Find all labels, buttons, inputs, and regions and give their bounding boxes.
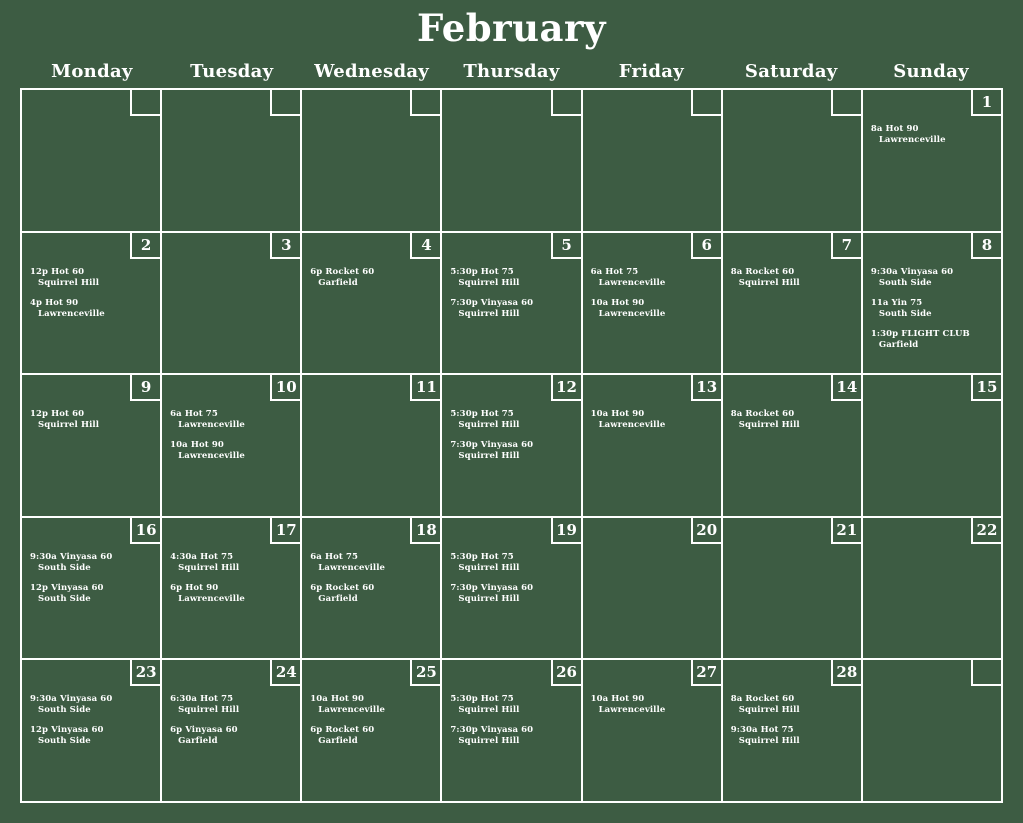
event-location: Squirrel Hill (458, 420, 520, 431)
event-location: Garfield (318, 277, 358, 288)
day-number (971, 660, 1001, 686)
calendar-day-cell[interactable] (22, 660, 162, 801)
event-time-title: 9:30a Vinyasa 60 (30, 694, 113, 705)
calendar-day-cell[interactable] (863, 90, 1001, 231)
event-location: Garfield (878, 339, 919, 350)
day-number (691, 90, 721, 116)
weekday-friday: Friday (618, 61, 685, 82)
calendar-event[interactable] (30, 725, 152, 747)
calendar-event[interactable] (591, 409, 713, 431)
calendar-empty-cell[interactable] (583, 90, 723, 231)
event-time-title: 10a Hot 90 (590, 409, 645, 420)
event-time-title: 6p Vinyasa 60 (170, 725, 238, 736)
event-location: Lawrenceville (178, 593, 245, 604)
event-time-title: 7:30p Vinyasa 60 (450, 582, 534, 593)
day-number: 3 (270, 233, 300, 259)
event-time-title: 12p Vinyasa 60 (30, 582, 104, 593)
calendar-event[interactable] (591, 694, 713, 716)
day-events (170, 694, 292, 747)
calendar-event[interactable] (450, 694, 572, 716)
day-number: 12 (551, 375, 581, 401)
event-time-title: 8a Rocket 60 (730, 694, 795, 705)
calendar-event[interactable] (30, 552, 152, 574)
day-events (170, 552, 292, 605)
day-number (270, 90, 300, 116)
calendar-event[interactable] (310, 694, 432, 716)
event-time-title: 8a Rocket 60 (730, 266, 795, 277)
calendar-event[interactable] (871, 124, 993, 146)
event-location: South Side (38, 593, 91, 604)
calendar-event[interactable] (170, 583, 292, 605)
day-number: 18 (410, 518, 440, 544)
calendar-week-row (22, 233, 1001, 376)
calendar-day-cell[interactable] (22, 375, 162, 516)
calendar-event[interactable] (871, 267, 993, 289)
event-time-title: 8a Rocket 60 (730, 409, 795, 420)
event-location: South Side (38, 562, 91, 573)
day-events (450, 267, 572, 320)
day-events (310, 694, 432, 747)
event-location: Lawrenceville (178, 420, 245, 431)
calendar-event[interactable] (30, 298, 152, 320)
day-number (831, 90, 861, 116)
day-events (591, 694, 713, 716)
calendar-grid (20, 88, 1003, 803)
day-events (30, 694, 152, 747)
day-events (30, 267, 152, 320)
calendar-day-cell[interactable] (22, 518, 162, 659)
event-time-title: 12p Hot 60 (30, 266, 85, 277)
calendar-day-cell[interactable] (302, 233, 442, 374)
day-events (450, 409, 572, 462)
calendar-day-cell[interactable] (22, 233, 162, 374)
calendar-empty-cell[interactable] (863, 660, 1001, 801)
day-events (310, 267, 432, 289)
calendar-event[interactable] (310, 725, 432, 747)
calendar-day-cell[interactable] (302, 518, 442, 659)
calendar-empty-cell[interactable] (22, 90, 162, 231)
calendar-event[interactable] (731, 725, 853, 747)
event-location: Lawrenceville (178, 451, 245, 462)
event-location: Squirrel Hill (458, 308, 520, 319)
event-location: Squirrel Hill (458, 562, 520, 573)
event-location: Lawrenceville (318, 705, 386, 716)
calendar-event[interactable] (170, 552, 292, 574)
day-number: 19 (551, 518, 581, 544)
day-number: 22 (971, 518, 1001, 544)
day-number (551, 90, 581, 116)
page-title: February (416, 6, 607, 50)
calendar-event[interactable] (170, 694, 292, 716)
day-number: 14 (831, 375, 861, 401)
event-time-title: 7:30p Vinyasa 60 (450, 725, 534, 736)
day-events (450, 552, 572, 605)
calendar-day-cell[interactable] (442, 375, 582, 516)
calendar-event[interactable] (170, 440, 292, 462)
calendar-event[interactable] (871, 329, 993, 351)
weekday-tuesday: Tuesday (190, 61, 274, 82)
event-time-title: 5:30p Hot 75 (450, 409, 514, 420)
event-location: South Side (38, 705, 91, 716)
day-events (731, 409, 853, 431)
event-time-title: 6a Hot 75 (170, 409, 218, 420)
calendar-day-cell[interactable] (162, 375, 302, 516)
day-number: 26 (551, 660, 581, 686)
calendar-event[interactable] (731, 267, 853, 289)
calendar-empty-cell[interactable] (723, 90, 863, 231)
calendar-empty-cell[interactable] (162, 90, 302, 231)
event-time-title: 10a Hot 90 (310, 694, 364, 705)
day-number: 8 (971, 233, 1001, 259)
calendar-event[interactable] (731, 694, 853, 716)
day-number: 5 (551, 233, 581, 259)
calendar-event[interactable] (731, 409, 853, 431)
calendar-empty-cell[interactable] (302, 90, 442, 231)
calendar-day-cell[interactable] (162, 518, 302, 659)
event-location: Lawrenceville (38, 308, 105, 319)
event-location: Squirrel Hill (38, 277, 100, 288)
event-location: Squirrel Hill (458, 277, 520, 288)
day-number: 28 (831, 660, 861, 686)
calendar-event[interactable] (450, 267, 572, 289)
event-location: Lawrenceville (598, 420, 666, 431)
calendar-event[interactable] (871, 298, 993, 320)
event-time-title: 5:30p Hot 75 (450, 551, 514, 562)
calendar-day-cell[interactable] (442, 233, 582, 374)
weekday-sunday: Sunday (893, 61, 969, 82)
event-time-title: 6p Rocket 60 (310, 266, 375, 277)
event-time-title: 9:30a Vinyasa 60 (870, 266, 954, 277)
day-events (30, 552, 152, 605)
event-time-title: 6:30a Hot 75 (170, 694, 234, 705)
event-location: Lawrenceville (878, 135, 946, 145)
day-events (591, 267, 713, 320)
calendar-day-cell[interactable] (442, 660, 582, 801)
day-number: 13 (691, 375, 721, 401)
day-number: 7 (831, 233, 861, 259)
event-time-title: 9:30a Vinyasa 60 (30, 551, 113, 562)
event-location: Squirrel Hill (178, 562, 240, 573)
calendar-day-cell[interactable] (723, 518, 863, 659)
event-location: Garfield (318, 593, 358, 604)
day-number (410, 90, 440, 116)
event-location: Squirrel Hill (458, 705, 520, 716)
weekday-wednesday: Wednesday (314, 61, 430, 82)
event-location: Lawrenceville (318, 562, 386, 573)
calendar-event[interactable] (30, 267, 152, 289)
calendar-event[interactable] (591, 298, 713, 320)
calendar-event[interactable] (30, 694, 152, 716)
event-location: Squirrel Hill (38, 420, 100, 431)
event-time-title: 6p Rocket 60 (310, 582, 375, 593)
calendar-event[interactable] (310, 552, 432, 574)
calendar-day-cell[interactable] (863, 518, 1001, 659)
event-location: Squirrel Hill (738, 277, 800, 288)
day-number: 10 (270, 375, 300, 401)
day-number: 27 (691, 660, 721, 686)
calendar-day-cell[interactable] (162, 660, 302, 801)
day-number: 9 (130, 375, 160, 401)
calendar-day-cell[interactable] (723, 660, 863, 801)
event-time-title: 12p Vinyasa 60 (30, 725, 104, 736)
calendar-empty-cell[interactable] (442, 90, 582, 231)
calendar-event[interactable] (170, 409, 292, 431)
event-time-title: 1:30p FLIGHT CLUB (870, 328, 970, 339)
event-time-title: 10a Hot 90 (590, 694, 645, 705)
calendar-event[interactable] (30, 583, 152, 605)
event-location: Squirrel Hill (738, 705, 800, 716)
day-number: 21 (831, 518, 861, 544)
day-events (310, 552, 432, 605)
event-location: South Side (38, 736, 91, 747)
event-time-title: 7:30p Vinyasa 60 (450, 297, 534, 308)
day-number: 15 (971, 375, 1001, 401)
day-number: 1 (971, 90, 1001, 116)
weekday-header-row (20, 61, 1003, 88)
weekday-thursday: Thursday (463, 61, 560, 82)
day-number: 11 (410, 375, 440, 401)
event-time-title: 6p Hot 90 (170, 582, 219, 593)
event-location: Garfield (178, 736, 218, 747)
day-events (871, 267, 993, 351)
calendar-day-cell[interactable] (302, 375, 442, 516)
day-number: 17 (270, 518, 300, 544)
day-events (170, 409, 292, 462)
event-location: Squirrel Hill (458, 593, 520, 604)
weekday-monday: Monday (51, 61, 133, 82)
calendar-week-row (22, 90, 1001, 233)
event-location: Squirrel Hill (738, 736, 800, 747)
event-location: Lawrenceville (598, 705, 666, 716)
event-location: South Side (878, 308, 932, 319)
calendar-week-row (22, 518, 1001, 661)
day-number: 20 (691, 518, 721, 544)
event-location: Garfield (318, 736, 358, 747)
calendar-event[interactable] (450, 298, 572, 320)
day-number: 6 (691, 233, 721, 259)
event-time-title: 10a Hot 90 (590, 297, 645, 308)
event-time-title: 6a Hot 75 (310, 551, 358, 562)
event-location: Lawrenceville (598, 308, 666, 319)
calendar-event[interactable] (30, 409, 152, 431)
calendar-week-row (22, 375, 1001, 518)
calendar-day-cell[interactable] (583, 660, 723, 801)
event-time-title: 12p Hot 60 (30, 409, 85, 420)
day-number: 4 (410, 233, 440, 259)
calendar-day-cell[interactable] (723, 233, 863, 374)
calendar-day-cell[interactable] (583, 518, 723, 659)
day-events (731, 694, 853, 747)
day-events (450, 694, 572, 747)
event-time-title: 6a Hot 75 (590, 266, 639, 277)
event-location: South Side (878, 277, 932, 288)
event-time-title: 11a Yin 75 (870, 297, 923, 308)
calendar-day-cell[interactable] (863, 233, 1001, 374)
event-time-title: 5:30p Hot 75 (450, 266, 514, 277)
weekday-saturday: Saturday (744, 61, 838, 82)
day-number: 2 (130, 233, 160, 259)
event-time-title: 9:30a Hot 75 (730, 725, 794, 736)
day-number: 23 (130, 660, 160, 686)
calendar-week-row (22, 660, 1001, 801)
day-number: 24 (270, 660, 300, 686)
calendar-day-cell[interactable] (162, 233, 302, 374)
day-events (871, 124, 993, 146)
day-events (731, 267, 853, 289)
calendar-event[interactable] (591, 267, 713, 289)
calendar-event[interactable] (310, 267, 432, 289)
event-location: Squirrel Hill (738, 420, 800, 431)
day-number (130, 90, 160, 116)
day-number: 25 (410, 660, 440, 686)
calendar-event[interactable] (450, 440, 572, 462)
event-location: Squirrel Hill (458, 451, 520, 462)
event-time-title: 6p Rocket 60 (310, 725, 375, 736)
calendar-day-cell[interactable] (583, 375, 723, 516)
calendar-day-cell[interactable] (863, 375, 1001, 516)
calendar-day-cell[interactable] (302, 660, 442, 801)
event-time-title: 8a Hot 90 (870, 124, 919, 134)
event-location: Squirrel Hill (178, 705, 240, 716)
calendar-event[interactable] (450, 583, 572, 605)
calendar-event[interactable] (170, 725, 292, 747)
day-events (591, 409, 713, 431)
event-time-title: 10a Hot 90 (170, 440, 224, 451)
event-time-title: 5:30p Hot 75 (450, 694, 514, 705)
day-number: 16 (130, 518, 160, 544)
event-location: Lawrenceville (598, 277, 666, 288)
calendar-day-cell[interactable] (723, 375, 863, 516)
day-events (30, 409, 152, 431)
calendar-event[interactable] (310, 583, 432, 605)
calendar-day-cell[interactable] (583, 233, 723, 374)
calendar-event[interactable] (450, 725, 572, 747)
event-time-title: 4:30a Hot 75 (170, 551, 234, 562)
calendar-day-cell[interactable] (442, 518, 582, 659)
event-time-title: 7:30p Vinyasa 60 (450, 440, 534, 451)
event-location: Squirrel Hill (458, 736, 520, 747)
event-time-title: 4p Hot 90 (30, 297, 79, 308)
calendar-event[interactable] (450, 409, 572, 431)
calendar-event[interactable] (450, 552, 572, 574)
